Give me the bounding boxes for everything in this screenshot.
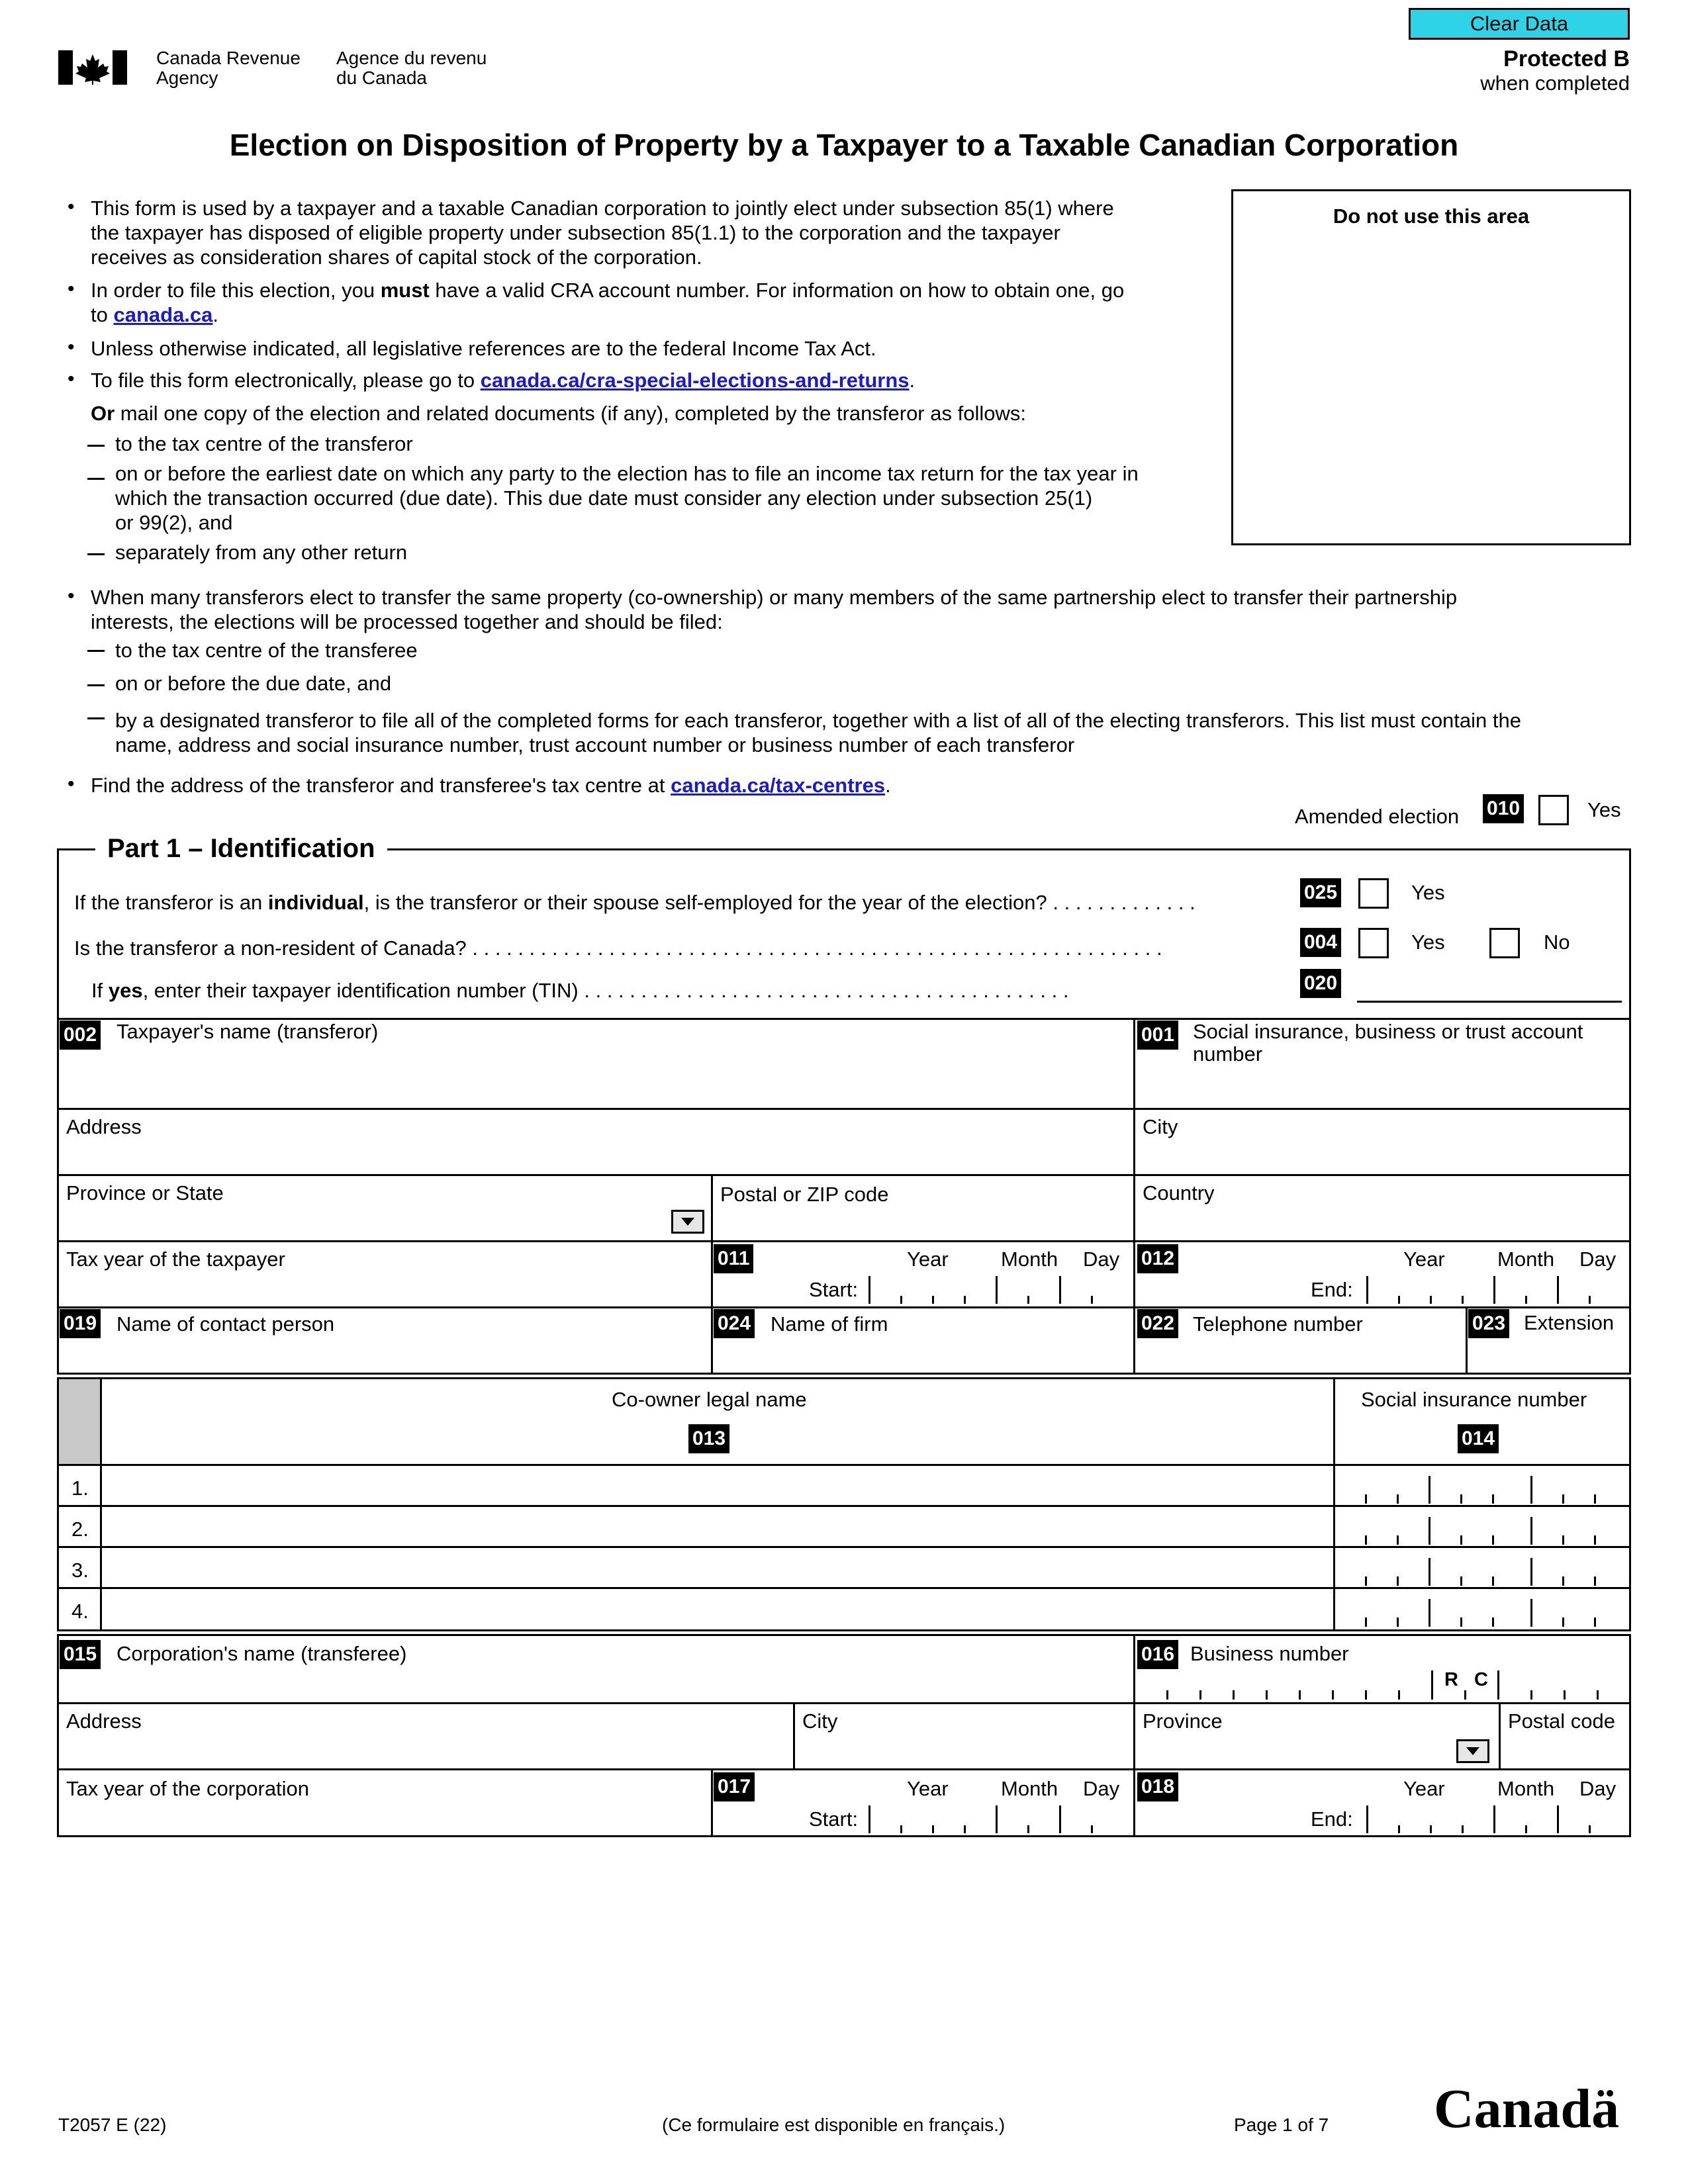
bullet: • xyxy=(68,278,75,300)
rc-label: R C xyxy=(1444,1669,1493,1690)
bullet: • xyxy=(68,196,75,218)
grid-line xyxy=(57,1464,1631,1466)
day-label: Day xyxy=(1579,1248,1617,1271)
country-label: Country xyxy=(1143,1181,1215,1205)
agency-name-fr-2: du Canada xyxy=(336,68,428,88)
code-022: 022 xyxy=(1137,1309,1178,1338)
intro-text: on or before the earliest date on which any party to the election has to file an income tax return for the tax year in xyxy=(115,462,1139,485)
corp-end-date-input[interactable] xyxy=(1366,1803,1628,1833)
extension-label: Extension xyxy=(1524,1311,1615,1334)
corp-address-label: Address xyxy=(66,1709,142,1733)
dash xyxy=(87,650,105,652)
intro-text: to the tax centre of the transferee xyxy=(115,639,418,662)
code-020: 020 xyxy=(1300,969,1341,998)
grid-line xyxy=(57,1587,1631,1589)
taxpayer-name-label: Taxpayer's name (transferor) xyxy=(117,1020,379,1043)
tax-centres-link[interactable]: canada.ca/tax-centres xyxy=(671,774,886,797)
canada-flag-logo xyxy=(58,50,127,85)
yes-label: Yes xyxy=(1411,931,1445,954)
intro-text: or 99(2), and xyxy=(115,511,233,534)
bullet: • xyxy=(68,585,75,607)
start-label: Start: xyxy=(809,1807,859,1831)
coowner-sin-input[interactable] xyxy=(1336,1590,1627,1628)
corp-address-input[interactable] xyxy=(61,1735,789,1766)
corporation-name-input[interactable] xyxy=(61,1670,1129,1701)
business-number-input[interactable] xyxy=(1139,1668,1626,1701)
grid-line xyxy=(57,1108,1631,1110)
row-number: 2. xyxy=(71,1518,89,1541)
canada-wordmark: Canadä xyxy=(1434,2078,1620,2140)
code-011: 011 xyxy=(714,1244,753,1273)
grid-line xyxy=(57,1240,1631,1242)
intro-text: separately from any other return xyxy=(115,541,408,564)
tax-year-corp-label: Tax year of the corporation xyxy=(66,1777,310,1800)
coowner-sin-input[interactable] xyxy=(1336,1508,1627,1546)
month-label: Month xyxy=(1497,1248,1555,1271)
grid-line xyxy=(793,1702,795,1768)
year-label: Year xyxy=(1403,1248,1445,1271)
intro-text: Or mail one copy of the election and related documents (if any), completed by the transferor as follows: xyxy=(91,402,1026,425)
coowner-name-input[interactable] xyxy=(103,1590,1329,1628)
grid-line xyxy=(57,1174,1631,1176)
corp-province-label: Province xyxy=(1143,1709,1223,1733)
corp-postal-input[interactable] xyxy=(1503,1735,1626,1766)
intro-text: name, address and social insurance number, trust account number or business number of each transferor xyxy=(115,733,1075,756)
extension-input[interactable] xyxy=(1470,1340,1626,1370)
amended-election-checkbox[interactable] xyxy=(1538,795,1569,825)
grid-line-thick xyxy=(57,1373,1631,1379)
when-completed-label: when completed xyxy=(1480,71,1630,95)
bullet: • xyxy=(68,773,75,795)
telephone-input[interactable] xyxy=(1139,1340,1462,1370)
year-label: Year xyxy=(907,1248,949,1271)
coowner-sin-header: Social insurance number xyxy=(1361,1388,1587,1411)
coowner-name-input[interactable] xyxy=(103,1467,1329,1505)
grid-line xyxy=(57,1702,1631,1704)
code-001: 001 xyxy=(1137,1021,1178,1050)
address-label: Address xyxy=(66,1115,142,1138)
end-label: End: xyxy=(1311,1807,1353,1831)
page-title: Election on Disposition of Property by a Taxpayer to a Taxable Canadian Corporation xyxy=(229,128,1459,162)
coowner-name-input[interactable] xyxy=(103,1549,1329,1587)
city-input[interactable] xyxy=(1139,1141,1626,1171)
tax-year-taxpayer-label: Tax year of the taxpayer xyxy=(66,1248,285,1271)
clear-data-button[interactable]: Clear Data xyxy=(1409,8,1630,40)
start-label: Start: xyxy=(809,1278,859,1301)
address-input[interactable] xyxy=(61,1141,1127,1171)
grid-line xyxy=(711,1768,713,1837)
taxpayer-name-input[interactable] xyxy=(61,1052,1127,1104)
contact-person-input[interactable] xyxy=(61,1340,707,1370)
code-004: 004 xyxy=(1300,928,1341,957)
grid-line xyxy=(57,1835,1631,1837)
row-number: 4. xyxy=(71,1600,89,1623)
contact-person-label: Name of contact person xyxy=(117,1312,335,1336)
intro-text: which the transaction occurred (due date). This due date must consider any election under subsection 25(1) xyxy=(115,486,1093,510)
question-020: If yes, enter their taxpayer identification number (TIN) . . . . . . . . . . . . . . . . . . . . . . . . . . . . . . . . . . . . . . . . . . . xyxy=(91,979,1069,1002)
code-024: 024 xyxy=(714,1309,755,1338)
code-010: 010 xyxy=(1483,794,1524,823)
telephone-label: Telephone number xyxy=(1193,1312,1363,1336)
part1-left-border xyxy=(57,848,59,1837)
intro-text: receives as consideration shares of capital stock of the corporation. xyxy=(91,246,702,269)
intro-text: Find the address of the transferor and transferee's tax centre at canada.ca/tax-centres. xyxy=(91,774,891,797)
coowner-sin-input[interactable] xyxy=(1336,1549,1627,1587)
month-label: Month xyxy=(1001,1248,1058,1271)
grid-line xyxy=(1499,1702,1501,1768)
corp-start-date-input[interactable] xyxy=(868,1803,1131,1833)
code-015: 015 xyxy=(60,1640,101,1669)
dash xyxy=(87,478,105,480)
protected-b-label: Protected B xyxy=(1503,46,1630,71)
city-label: City xyxy=(1143,1115,1178,1138)
code-013: 013 xyxy=(688,1424,729,1453)
firm-name-label: Name of firm xyxy=(771,1312,888,1336)
non-resident-no-checkbox[interactable] xyxy=(1489,928,1520,958)
intro-text: To file this form electronically, please go to canada.ca/cra-special-elections-and-returns. xyxy=(91,369,915,392)
tin-input[interactable] xyxy=(1357,1001,1622,1003)
code-018: 018 xyxy=(1137,1772,1178,1801)
intro-text: Unless otherwise indicated, all legislative references are to the federal Income Tax Act. xyxy=(91,337,876,360)
bullet: • xyxy=(68,368,75,390)
country-input[interactable] xyxy=(1139,1207,1626,1238)
question-025: If the transferor is an individual, is the transferor or their spouse self-employed for the year of the election? . . . . . . . . . . . . . xyxy=(74,891,1196,914)
day-label: Day xyxy=(1083,1777,1120,1800)
grid-line xyxy=(57,1546,1631,1548)
firm-name-input[interactable] xyxy=(715,1340,1129,1370)
non-resident-yes-checkbox[interactable] xyxy=(1358,928,1389,958)
amended-election-label: Amended election xyxy=(1295,805,1460,828)
intro-text: In order to file this election, you must have a valid CRA account number. For information on how to obtain one, go xyxy=(91,279,1125,302)
agency-name-en-2: Agency xyxy=(156,68,218,88)
intro-text: on or before the due date, and xyxy=(115,672,392,695)
row-number: 3. xyxy=(71,1559,89,1582)
intro-text: interests, the elections will be processed together and should be filed: xyxy=(91,610,723,633)
code-023: 023 xyxy=(1468,1309,1509,1338)
grid-line xyxy=(711,1174,713,1373)
corp-province-dropdown[interactable] xyxy=(1456,1739,1489,1763)
canada-ca-link[interactable]: canada.ca xyxy=(113,303,213,326)
year-label: Year xyxy=(907,1777,949,1800)
coowner-table-gray-header xyxy=(59,1379,100,1465)
code-025: 025 xyxy=(1300,878,1341,907)
code-014: 014 xyxy=(1458,1424,1499,1453)
grid-line-thick xyxy=(57,1629,1631,1636)
amended-yes-label: Yes xyxy=(1587,798,1621,821)
grid-line xyxy=(57,1306,1631,1308)
dash xyxy=(87,445,105,447)
page-number: Page 1 of 7 xyxy=(1234,2115,1329,2135)
month-label: Month xyxy=(1497,1777,1555,1800)
grid-line xyxy=(57,1768,1631,1770)
account-number-label: Social insurance, business or trust account xyxy=(1193,1020,1583,1043)
coowner-sin-input[interactable] xyxy=(1336,1467,1627,1505)
yes-label: Yes xyxy=(1411,881,1445,904)
dash xyxy=(87,553,105,555)
corp-city-input[interactable] xyxy=(797,1735,1129,1766)
question-004: Is the transferor a non-resident of Canada? . . . . . . . . . . . . . . . . . . . . . . . . . . . . . . . . . . . . . . . . . . . . . . . . . . . . . . . . . . . . . xyxy=(74,936,1162,960)
dash xyxy=(87,717,105,719)
end-date-input[interactable] xyxy=(1366,1273,1628,1304)
coowner-name-header: Co-owner legal name xyxy=(612,1388,807,1411)
intro-text: the taxpayer has disposed of eligible property under subsection 85(1.1) to the corporation and the taxpayer xyxy=(91,221,1060,244)
intro-text: When many transferors elect to transfer the same property (co-ownership) or many members of the same partnership elect to transfer their partnership xyxy=(91,586,1458,609)
do-not-use-area xyxy=(1231,189,1631,545)
grid-line xyxy=(1466,1306,1468,1373)
postal-zip-label: Postal or ZIP code xyxy=(720,1183,889,1206)
form-id: T2057 E (22) xyxy=(58,2115,167,2135)
code-016: 016 xyxy=(1137,1640,1178,1669)
code-017: 017 xyxy=(714,1772,755,1801)
day-label: Day xyxy=(1579,1777,1617,1800)
coowner-name-input[interactable] xyxy=(103,1508,1329,1546)
self-employed-yes-checkbox[interactable] xyxy=(1358,878,1389,909)
account-number-label: number xyxy=(1193,1042,1263,1066)
code-019: 019 xyxy=(60,1309,101,1338)
business-number-label: Business number xyxy=(1190,1642,1349,1665)
french-availability-note: (Ce formulaire est disponible en français.) xyxy=(662,2115,1006,2135)
intro-text: to canada.ca. xyxy=(91,303,219,326)
code-012: 012 xyxy=(1137,1244,1178,1273)
agency-name-fr-1: Agence du revenu xyxy=(336,48,487,68)
day-label: Day xyxy=(1083,1248,1120,1271)
dash xyxy=(87,684,105,686)
province-state-label: Province or State xyxy=(66,1181,224,1205)
grid-line xyxy=(1133,1636,1135,1837)
grid-line xyxy=(57,1505,1631,1507)
account-number-input[interactable] xyxy=(1139,1068,1626,1105)
intro-text: This form is used by a taxpayer and a taxable Canadian corporation to jointly elect under subsection 85(1) where xyxy=(91,197,1114,220)
part1-title: Part 1 – Identification xyxy=(95,834,387,864)
grid-line xyxy=(1133,1018,1135,1373)
special-elections-link[interactable]: canada.ca/cra-special-elections-and-returns xyxy=(480,369,910,392)
intro-text: to the tax centre of the transferor xyxy=(115,432,413,455)
agency-name-en-1: Canada Revenue xyxy=(156,48,301,68)
no-label: No xyxy=(1544,931,1570,954)
corp-city-label: City xyxy=(802,1709,838,1733)
end-label: End: xyxy=(1311,1278,1353,1301)
month-label: Month xyxy=(1001,1777,1058,1800)
row-number: 1. xyxy=(71,1477,89,1500)
postal-zip-input[interactable] xyxy=(715,1208,1129,1238)
corporation-name-label: Corporation's name (transferee) xyxy=(117,1642,407,1665)
province-state-dropdown[interactable] xyxy=(671,1210,704,1234)
intro-text: by a designated transferor to file all of the completed forms for each transferor, together with a list of all of the electing transferors. This list must contain the xyxy=(115,709,1521,732)
do-not-use-label: Do not use this area xyxy=(1333,205,1530,228)
corp-postal-label: Postal code xyxy=(1508,1709,1615,1733)
bullet: • xyxy=(68,336,75,358)
part1-right-border xyxy=(1629,848,1631,1837)
code-002: 002 xyxy=(60,1021,101,1050)
start-date-input[interactable] xyxy=(868,1273,1131,1304)
year-label: Year xyxy=(1403,1777,1445,1800)
